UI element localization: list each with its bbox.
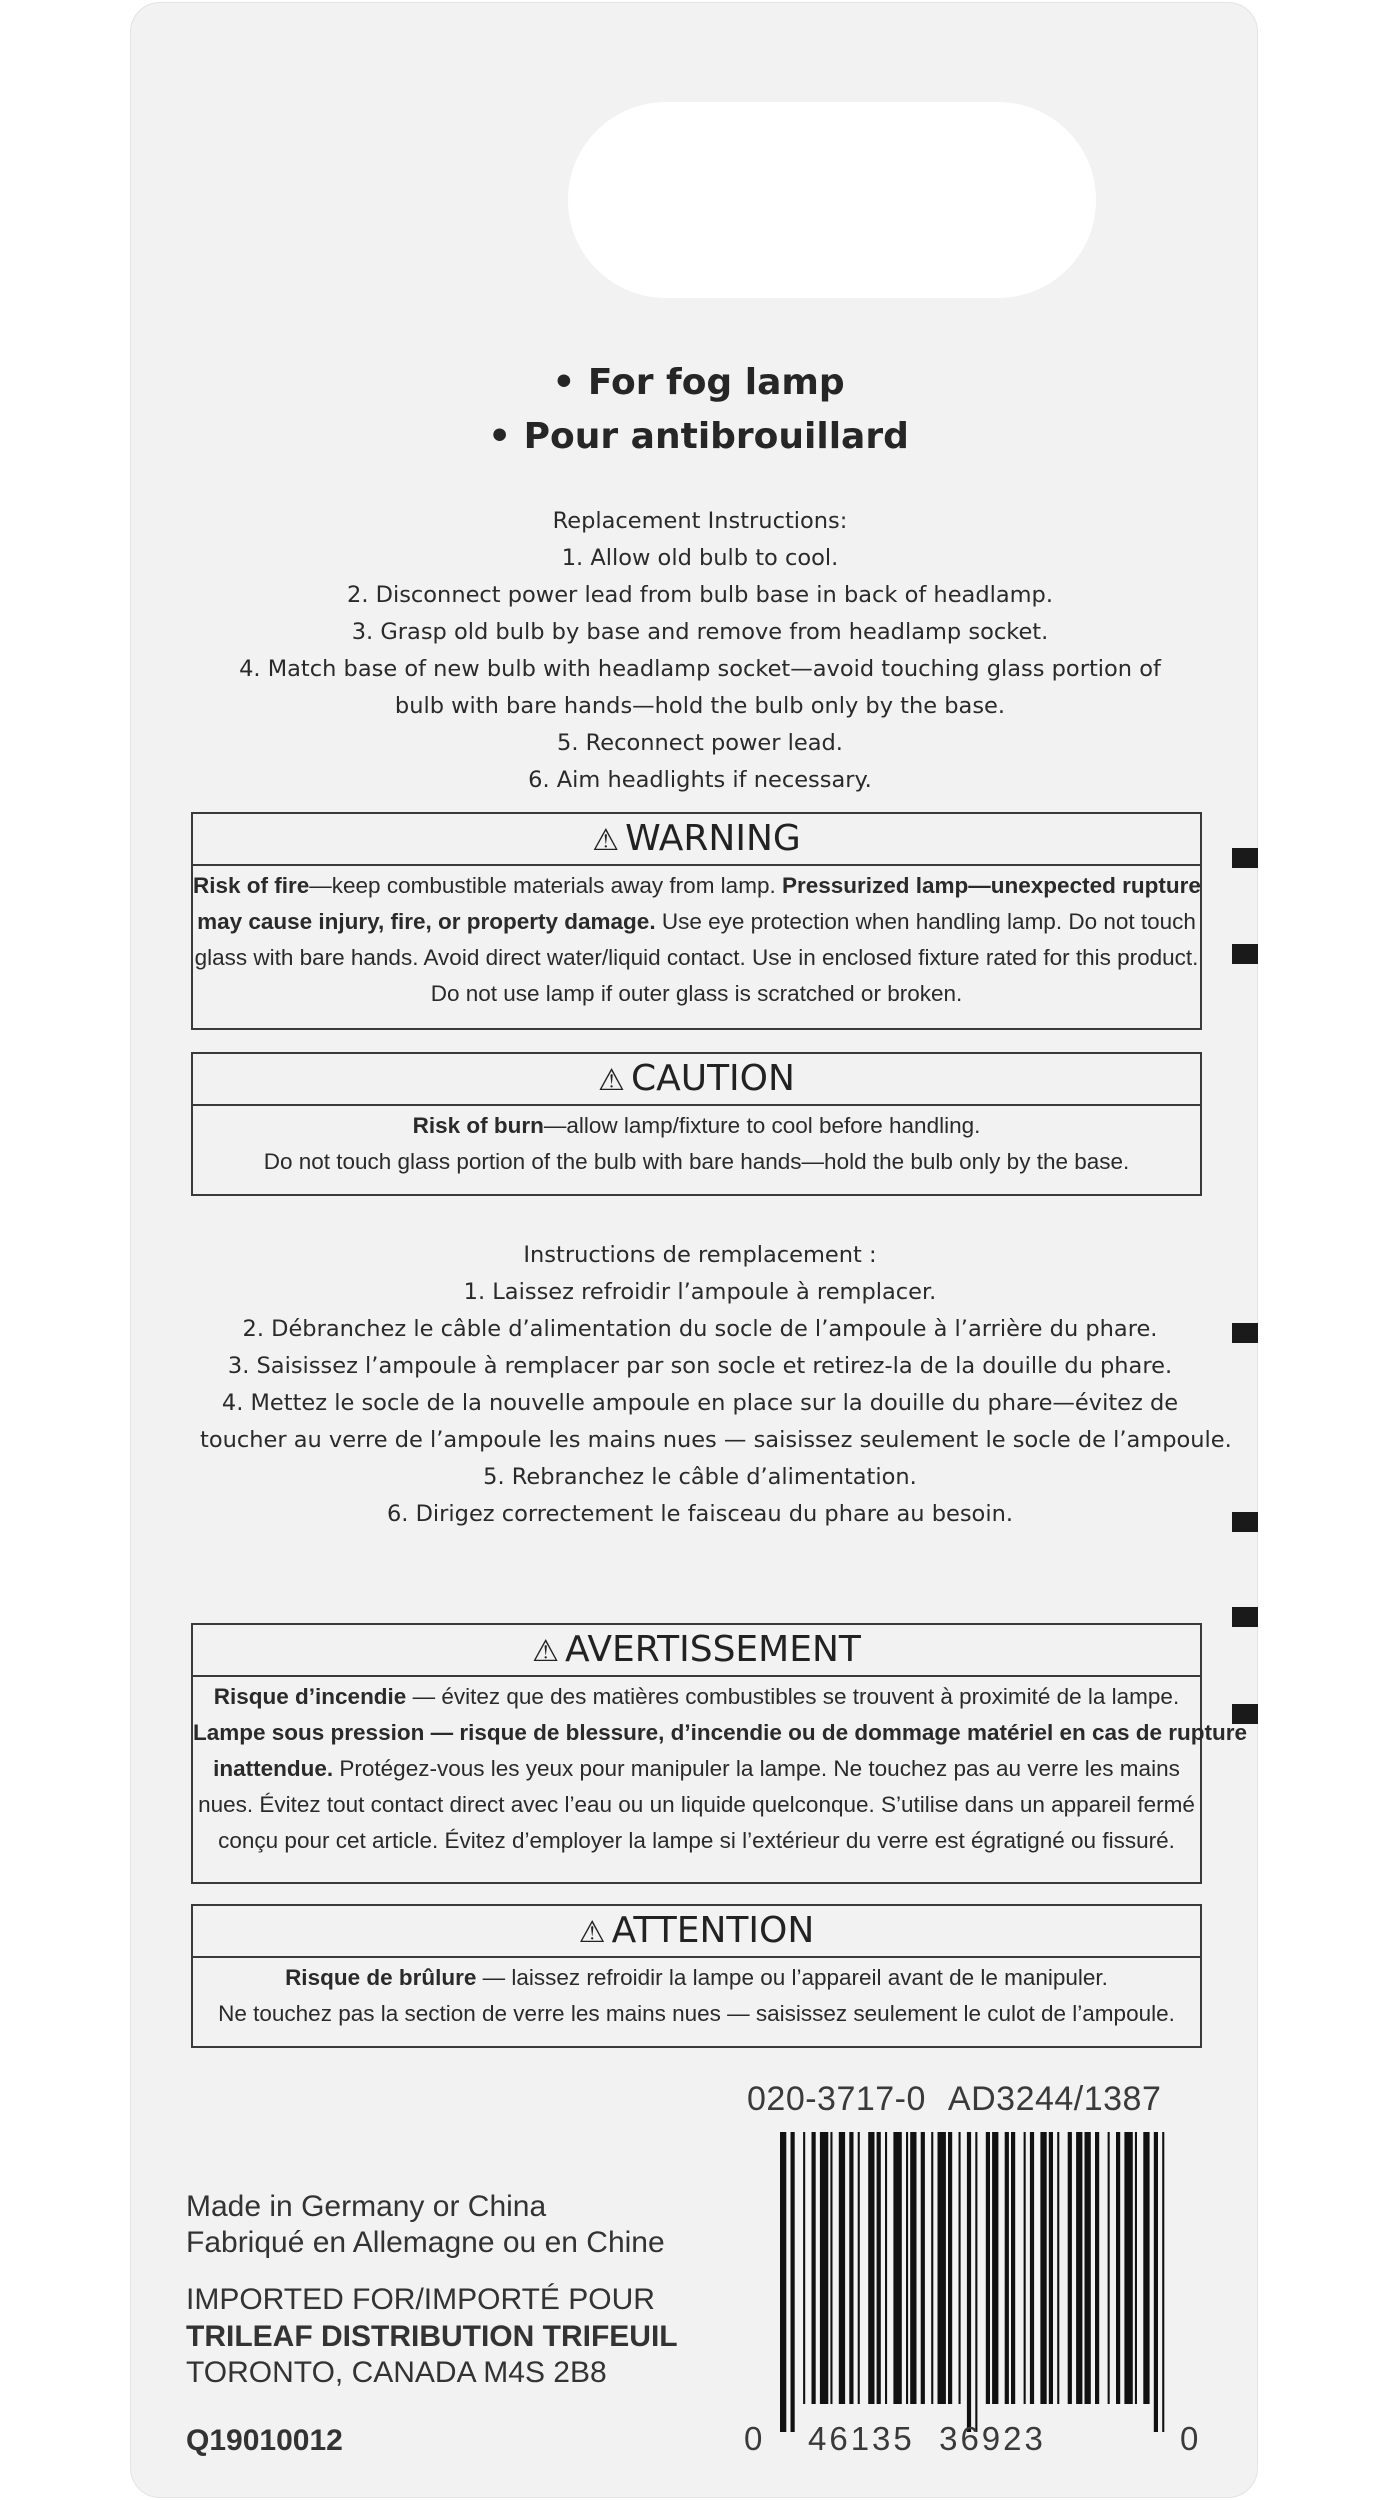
upc-barcode (780, 2132, 1168, 2432)
barcode-bar (780, 2132, 786, 2432)
warning-header (193, 814, 1200, 866)
barcode-bar (986, 2132, 990, 2404)
importer-line1: IMPORTED FOR/IMPORTÉ POUR (186, 2283, 655, 2316)
avertissement-body (193, 1677, 1248, 1859)
warning-triangle-icon: ⚠ (532, 1634, 560, 1669)
barcode-bar (1135, 2132, 1137, 2404)
barcode-bar (1124, 2132, 1132, 2404)
registration-mark (1232, 1512, 1258, 1532)
barcode-bar (1011, 2132, 1015, 2404)
instruction-line: 4. Match base of new bulb with headlamp socket—avoid touching glass portion of (239, 656, 1161, 682)
caution-title: CAUTION (630, 1058, 795, 1099)
instruction-line: 4. Mettez le socle de la nouvelle ampoule en place sur la douille du phare—évitez de (221, 1390, 1179, 1416)
instruction-line: 5. Rebranchez le câble d’alimentation. (483, 1464, 917, 1490)
avertissement-line: nues. Évitez tout contact direct avec l’eau ou un liquide quelconque. S’utilise dans un appareil fermé (198, 1792, 1195, 1817)
avertissement-box (191, 1623, 1248, 1884)
barcode-bar (1057, 2132, 1059, 2404)
caution-header (193, 1054, 1200, 1106)
sku-code: Q19010012 (186, 2424, 343, 2457)
barcode-bar (975, 2132, 977, 2432)
origin-en: Made in Germany or China (186, 2190, 547, 2223)
barcode-bar (1024, 2132, 1026, 2404)
part-number: 020-3717-0 (747, 2080, 926, 2118)
importer-line2: TRILEAF DISTRIBUTION TRIFEUIL (186, 2320, 678, 2353)
barcode-bar (791, 2132, 795, 2432)
barcode-left-digit: 0 (744, 2420, 763, 2457)
barcode-bar (803, 2132, 805, 2404)
warning-title: WARNING (625, 818, 801, 859)
barcode-bar (885, 2132, 887, 2404)
attention-line: Risque de brûlure — laissez refroidir la lampe ou l’appareil avant de le manipuler. (285, 1965, 1108, 1990)
avertissement-line: Lampe sous pression — risque de blessure, d’incendie ou de dommage matériel en cas de rupture (193, 1720, 1248, 1745)
barcode-bar (1076, 2132, 1082, 2404)
instruction-line: 1. Allow old bulb to cool. (561, 545, 839, 571)
caution-body (193, 1106, 1200, 1180)
barcode-bar (959, 2132, 961, 2404)
caution-line: Do not touch glass portion of the bulb with bare hands—hold the bulb only by the base. (263, 1149, 1130, 1174)
bullet-fog-lamp: • For fog lamp (552, 362, 845, 403)
barcode-bar (938, 2132, 946, 2404)
barcode-bar (1095, 2132, 1099, 2404)
instruction-line: 1. Laissez refroidir l’ampoule à remplacer. (463, 1279, 937, 1305)
instruction-line: 3. Grasp old bulb by base and remove from headlamp socket. (351, 619, 1049, 645)
bullet-antibrouillard: • Pour antibrouillard (488, 416, 909, 457)
barcode-bar (921, 2132, 925, 2404)
barcode-bar (1162, 2132, 1164, 2432)
instructions-fr (200, 1237, 1232, 1533)
barcode-bar (992, 2132, 998, 2404)
instruction-line: 6. Aim headlights if necessary. (528, 767, 872, 793)
barcode-bar (858, 2132, 860, 2404)
warning-body (193, 866, 1200, 1012)
model-number: AD3244/1387 (947, 2080, 1162, 2118)
barcode-bar (839, 2132, 845, 2404)
barcode-bar (1040, 2132, 1046, 2404)
attention-header (193, 1906, 1200, 1958)
avertissement-line: inattendue. Protégez-vous les yeux pour manipuler la lampe. Ne touchez pas au verre les mains (213, 1756, 1180, 1781)
warning-triangle-icon: ⚠ (598, 1063, 625, 1098)
instruction-line: bulb with bare hands—hold the bulb only by the base. (394, 693, 1006, 719)
barcode-bar (893, 2132, 901, 2404)
attention-box (191, 1904, 1202, 2048)
barcode-digits: 46135 36923 (808, 2420, 1046, 2457)
avertissement-title: AVERTISSEMENT (565, 1629, 861, 1670)
attention-line: Ne touchez pas la section de verre les mains nues — saisissez seulement le culot de l’ampoule. (218, 2001, 1175, 2026)
avertissement-header (193, 1625, 1200, 1677)
origin-fr: Fabriqué en Allemagne ou en Chine (186, 2226, 665, 2259)
warning-triangle-icon: ⚠ (592, 823, 620, 858)
warning-box (191, 812, 1202, 1030)
barcode-bar (910, 2132, 916, 2404)
instruction-line: Replacement Instructions: (552, 508, 848, 534)
barcode-bar (868, 2132, 874, 2404)
instruction-line: Instructions de remplacement : (523, 1242, 877, 1268)
barcode-bar (849, 2132, 853, 2404)
barcode-bar (1005, 2132, 1009, 2404)
attention-title: ATTENTION (611, 1910, 815, 1951)
warning-line: Risk of fire—keep combustible materials away from lamp. Pressurized lamp—unexpected rupture (193, 873, 1201, 898)
caution-box (191, 1052, 1202, 1196)
barcode-bar (1068, 2132, 1072, 2404)
barcode-bar (906, 2132, 908, 2404)
barcode-bar (812, 2132, 816, 2404)
barcode-bar (830, 2132, 832, 2404)
barcode-right-digit: 0 (1180, 2420, 1199, 2457)
product-codes (747, 2080, 1161, 2119)
avertissement-line: conçu pour cet article. Évitez d’employer la lampe si l’extérieur du verre est égratigné ou fissuré. (218, 1828, 1175, 1853)
registration-mark (1232, 848, 1258, 868)
barcode-bar (820, 2132, 828, 2404)
instruction-line: 2. Disconnect power lead from bulb base in back of headlamp. (347, 582, 1053, 608)
warning-line: Do not use lamp if outer glass is scratched or broken. (430, 981, 963, 1006)
registration-mark (1232, 944, 1258, 964)
barcode-bar (1030, 2132, 1034, 2404)
barcode-bar (948, 2132, 952, 2404)
barcode-bar (1143, 2132, 1149, 2404)
registration-mark (1232, 1607, 1258, 1627)
barcode-bar (1049, 2132, 1053, 2404)
instructions-en (200, 503, 1200, 799)
barcode-bar (1116, 2132, 1120, 2404)
avertissement-line: Risque d’incendie — évitez que des matières combustibles se trouvent à proximité de la lampe. (213, 1684, 1180, 1709)
instruction-line: 6. Dirigez correctement le faisceau du phare au besoin. (386, 1501, 1013, 1527)
barcode-bar (967, 2132, 971, 2432)
hang-hole (568, 102, 1096, 298)
caution-line: Risk of burn—allow lamp/fixture to cool before handling. (412, 1113, 981, 1138)
warning-triangle-icon: ⚠ (578, 1915, 606, 1950)
barcode-bar (931, 2132, 933, 2404)
barcode-bar (1085, 2132, 1091, 2404)
registration-mark (1232, 1323, 1258, 1343)
instruction-line: toucher au verre de l’ampoule les mains nues — saisissez seulement le socle de l’ampoule. (200, 1427, 1232, 1453)
instruction-line: 2. Débranchez le câble d’alimentation du socle de l’ampoule à l’arrière du phare. (242, 1316, 1158, 1342)
instruction-line: 5. Reconnect power lead. (557, 730, 843, 756)
barcode-bar (877, 2132, 881, 2404)
warning-line: glass with bare hands. Avoid direct water/liquid contact. Use in enclosed fixture rated for this product. (194, 945, 1199, 970)
importer-line3: TORONTO, CANADA M4S 2B8 (186, 2356, 607, 2389)
barcode-bar (1154, 2132, 1158, 2432)
barcode-bar (1108, 2132, 1110, 2404)
attention-body (193, 1958, 1200, 2032)
warning-line: may cause injury, fire, or property damage. Use eye protection when handling lamp. Do not touch (197, 909, 1196, 934)
instruction-line: 3. Saisissez l’ampoule à remplacer par son socle et retirez-la de la douille du phare. (227, 1353, 1173, 1379)
